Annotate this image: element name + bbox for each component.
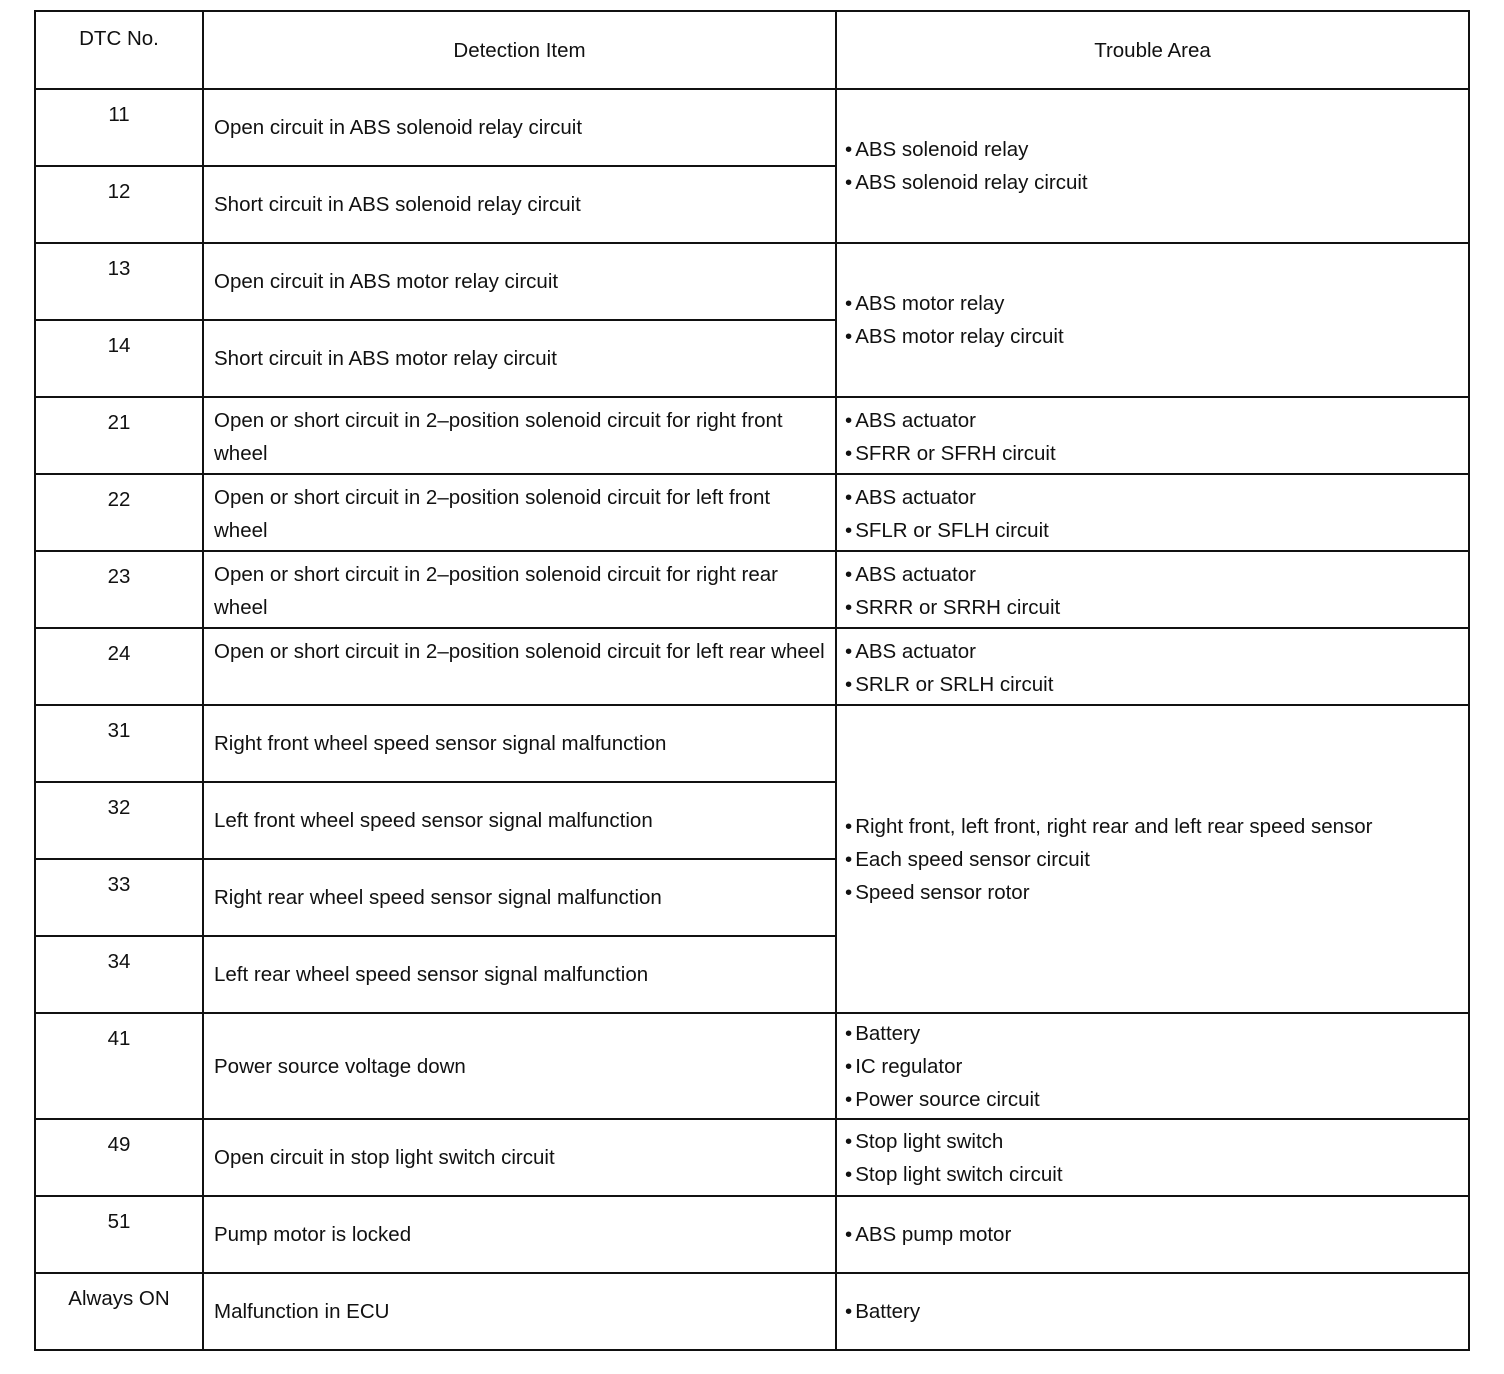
table-row [35,89,1469,166]
detection-item: Open or short circuit in 2–position solenoid circuit for right rear wheel [203,551,836,628]
trouble-area-item: • ABS actuator [845,481,1468,514]
trouble-area [836,1196,1469,1273]
table-row [35,628,1469,705]
detection-item: Left front wheel speed sensor signal malfunction [203,782,836,859]
trouble-area-item: • ABS solenoid relay [845,133,1468,166]
dtc-code: 32 [35,782,203,859]
detection-item: Open circuit in ABS solenoid relay circuit [203,89,836,166]
trouble-area-item: • ABS actuator [845,635,1468,668]
table-row [35,243,1469,320]
trouble-area-item: • ABS motor relay circuit [845,320,1468,353]
trouble-area [836,705,1469,1013]
dtc-code: 21 [35,397,203,474]
header-row [35,11,1469,89]
trouble-area-item: • Speed sensor rotor [845,876,1468,909]
dtc-code: 22 [35,474,203,551]
trouble-area-item: • ABS actuator [845,558,1468,591]
trouble-area [836,89,1469,243]
trouble-area-item: • ABS motor relay [845,287,1468,320]
trouble-area [836,397,1469,474]
trouble-area-item: • ABS solenoid relay circuit [845,166,1468,199]
table-row [35,474,1469,551]
dtc-code: 51 [35,1196,203,1273]
trouble-area [836,1119,1469,1196]
detection-item: Open or short circuit in 2–position solenoid circuit for left front wheel [203,474,836,551]
table-row [35,705,1469,782]
trouble-area-item: • SRRR or SRRH circuit [845,591,1468,624]
dtc-code: 34 [35,936,203,1013]
detection-item: Left rear wheel speed sensor signal malfunction [203,936,836,1013]
trouble-area-item: • Right front, left front, right rear and left rear speed sensor [845,810,1468,843]
detection-item: Right rear wheel speed sensor signal malfunction [203,859,836,936]
header-detection-item: Detection Item [203,11,836,89]
detection-item: Power source voltage down [203,1013,836,1119]
detection-item: Open circuit in stop light switch circuit [203,1119,836,1196]
dtc-code: Always ON [35,1273,203,1350]
trouble-area-item: • IC regulator [845,1050,1468,1083]
table-row [35,551,1469,628]
trouble-area-item: • ABS pump motor [845,1218,1468,1251]
detection-item: Right front wheel speed sensor signal malfunction [203,705,836,782]
dtc-code: 31 [35,705,203,782]
table-row [35,397,1469,474]
trouble-area [836,628,1469,705]
trouble-area [836,243,1469,397]
trouble-area-item: • Battery [845,1295,1468,1328]
dtc-code: 33 [35,859,203,936]
detection-item: Short circuit in ABS solenoid relay circuit [203,166,836,243]
detection-item: Open circuit in ABS motor relay circuit [203,243,836,320]
detection-item: Malfunction in ECU [203,1273,836,1350]
dtc-code: 13 [35,243,203,320]
trouble-area-item: • Each speed sensor circuit [845,843,1468,876]
trouble-area [836,1273,1469,1350]
trouble-area [836,1013,1469,1119]
trouble-area-item: • SRLR or SRLH circuit [845,668,1468,701]
trouble-area-item: • Battery [845,1017,1468,1050]
dtc-code: 12 [35,166,203,243]
dtc-code: 24 [35,628,203,705]
dtc-code: 49 [35,1119,203,1196]
header-dtc-no: DTC No. [35,11,203,89]
trouble-area [836,551,1469,628]
detection-item: Pump motor is locked [203,1196,836,1273]
dtc-code: 23 [35,551,203,628]
table-row [35,1013,1469,1119]
detection-item: Open or short circuit in 2–position solenoid circuit for right front wheel [203,397,836,474]
dtc-table [34,10,1470,1351]
trouble-area-item: • Power source circuit [845,1083,1468,1116]
table-row [35,1119,1469,1196]
dtc-code: 14 [35,320,203,397]
trouble-area-item: • Stop light switch [845,1125,1468,1158]
trouble-area-item: • SFLR or SFLH circuit [845,514,1468,547]
table-row [35,1273,1469,1350]
dtc-table-body [35,89,1469,1350]
trouble-area-item: • Stop light switch circuit [845,1158,1468,1191]
dtc-code: 41 [35,1013,203,1119]
trouble-area-item: • ABS actuator [845,404,1468,437]
dtc-code: 11 [35,89,203,166]
detection-item: Open or short circuit in 2–position solenoid circuit for left rear wheel [203,628,836,705]
trouble-area-item: • SFRR or SFRH circuit [845,437,1468,470]
header-trouble-area: Trouble Area [836,11,1469,89]
trouble-area [836,474,1469,551]
table-row [35,1196,1469,1273]
detection-item: Short circuit in ABS motor relay circuit [203,320,836,397]
